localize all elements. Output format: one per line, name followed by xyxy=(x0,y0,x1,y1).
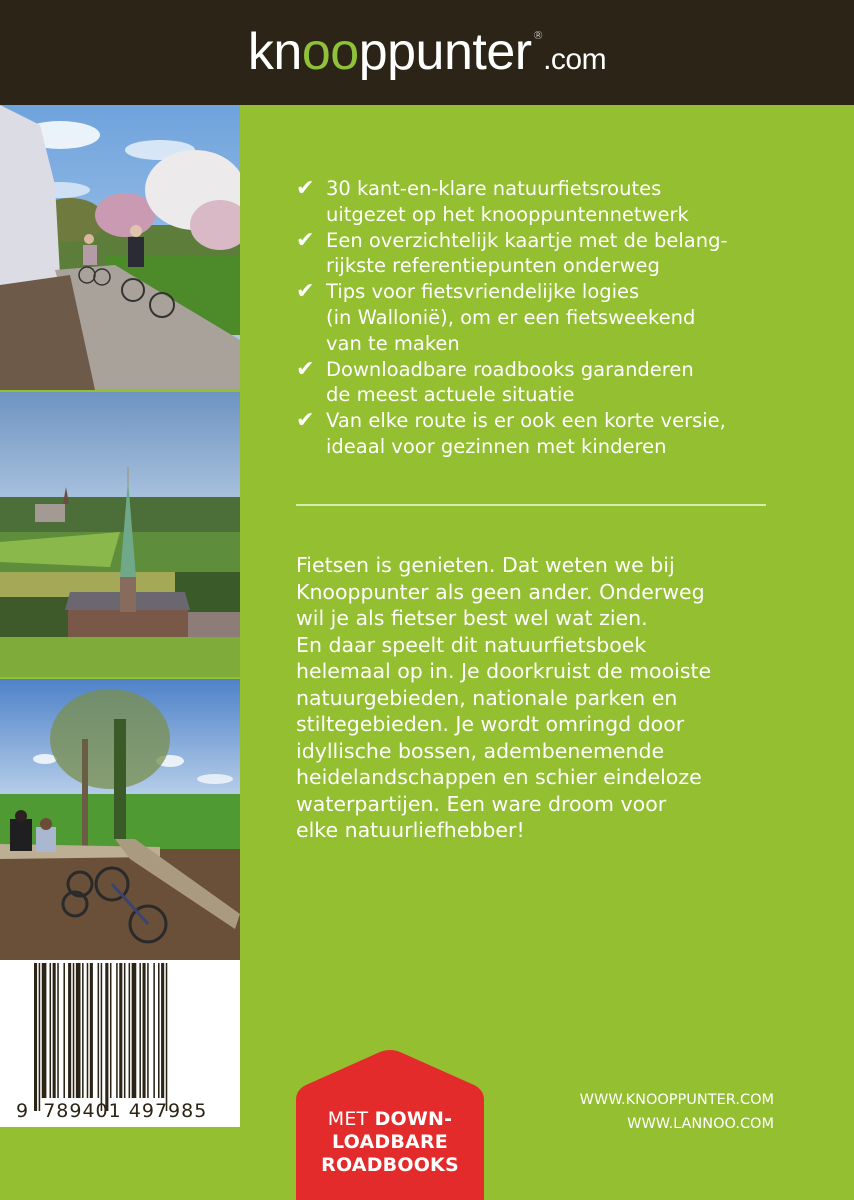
feature-item xyxy=(296,357,776,409)
isbn-prefix: 9 xyxy=(16,1100,30,1122)
logo-text-start: kn xyxy=(247,23,302,81)
barcode-bar xyxy=(129,963,131,1098)
description-line: idyllische bossen, adembenemende xyxy=(296,738,665,763)
downloadable-roadbooks-badge xyxy=(296,1050,484,1200)
badge-line3: ROADBOOKS xyxy=(321,1154,459,1176)
bikes-bench-image xyxy=(0,679,240,960)
barcode-bar xyxy=(132,963,137,1098)
barcode-bar xyxy=(87,963,89,1098)
description-line: elke natuurliefhebber! xyxy=(296,818,525,842)
isbn-barcode xyxy=(0,960,240,1127)
checkmark-icon: ✔ xyxy=(296,356,315,382)
feature-item xyxy=(296,279,776,356)
description-line: Fietsen is genieten. Dat weten we bij xyxy=(296,553,675,577)
barcode-bar xyxy=(139,963,141,1098)
logo-text-end: ppunter xyxy=(358,23,532,81)
description-line: Knooppunter als geen ander. Onderweg xyxy=(296,579,705,604)
feature-line: Een overzichtelijk kaartje met de belang- xyxy=(326,228,728,252)
checkmark-icon: ✔ xyxy=(296,176,315,201)
website-links xyxy=(580,1088,774,1136)
description-line: helemaal op in. Je doorkruist de mooiste xyxy=(296,659,712,683)
badge-line1-bold: DOWN- xyxy=(374,1108,453,1130)
feature-item xyxy=(296,408,776,460)
feature-line: Van elke route is er ook een korte versie, xyxy=(326,409,726,433)
checkmark-icon: ✔ xyxy=(296,408,315,434)
barcode-bar xyxy=(124,963,126,1098)
barcode-bar xyxy=(158,963,160,1098)
barcode-bar xyxy=(161,963,164,1098)
barcode-bar xyxy=(147,963,149,1098)
cyclists-park-image xyxy=(0,105,240,390)
barcode-bar xyxy=(166,963,168,1111)
barcode-bar xyxy=(57,963,59,1098)
feature-list xyxy=(296,176,776,460)
logo-cyclist-oo: oo xyxy=(301,23,359,81)
barcode-bar xyxy=(153,963,155,1098)
barcode-bar xyxy=(42,963,47,1098)
barcode-bar xyxy=(82,963,84,1098)
badge-line2: LOADBARE xyxy=(332,1131,448,1153)
badge-line1-regular: MET xyxy=(327,1108,375,1130)
feature-line: Downloadbare roadbooks garanderen xyxy=(326,357,694,381)
church-countryside-image xyxy=(0,392,240,677)
barcode-bar xyxy=(90,963,93,1098)
barcode-bar xyxy=(50,963,52,1098)
header-bar xyxy=(0,0,854,105)
knooppunter-website-link[interactable]: WWW.KNOOPPUNTER.COM xyxy=(579,1092,774,1108)
feature-line: Tips voor fietsvriendelijke logies xyxy=(326,280,640,304)
description-line: waterpartijen. Een ware droom voor xyxy=(296,791,667,816)
checkmark-icon: ✔ xyxy=(296,279,315,305)
barcode-bar xyxy=(119,963,122,1098)
barcode-bar xyxy=(116,963,118,1098)
description-line: En daar speelt dit natuurfietsboek xyxy=(296,632,647,657)
barcode-bar xyxy=(105,963,108,1111)
barcode-bar xyxy=(39,963,41,1111)
description-line: wil je als fietser best wel wat zien. xyxy=(296,606,648,630)
feature-line: de meest actuele situatie xyxy=(326,383,575,407)
section-divider xyxy=(296,504,766,506)
feature-item xyxy=(296,228,776,280)
description-text xyxy=(296,552,776,844)
isbn-group1: 789401 xyxy=(43,1100,122,1122)
lannoo-website-link[interactable]: WWW.LANNOO.COM xyxy=(627,1116,774,1132)
barcode-bar xyxy=(143,963,146,1098)
barcode-bar xyxy=(68,963,71,1098)
description-line: stiltegebieden. Je wordt omringd door xyxy=(296,712,685,736)
feature-line: van te maken xyxy=(326,331,460,355)
description-line: natuurgebieden, nationale parken en xyxy=(296,685,678,710)
knooppunter-logo[interactable] xyxy=(0,22,854,82)
photo-cyclists-park xyxy=(0,105,240,390)
badge-text xyxy=(296,1108,484,1177)
feature-line: uitgezet op het knooppuntennetwerk xyxy=(326,202,689,226)
isbn-group2: 497985 xyxy=(128,1100,208,1122)
barcode-bar xyxy=(101,963,103,1111)
barcode-bar xyxy=(73,963,75,1098)
feature-item xyxy=(296,176,776,228)
photo-bikes-bench xyxy=(0,679,240,960)
feature-line: 30 kant-en-klare natuurfietsroutes xyxy=(326,177,662,200)
logo-tld: .com xyxy=(543,43,607,76)
barcode-bars xyxy=(34,963,224,1111)
barcode-bar xyxy=(34,963,37,1111)
barcode-bar xyxy=(63,963,65,1098)
feature-line: rijkste referentiepunten onderweg xyxy=(326,254,660,278)
feature-line: (in Wallonië), om er een fietsweekend xyxy=(326,305,696,329)
registered-mark: ® xyxy=(532,29,544,42)
description-line: heidelandschappen en schier eindeloze xyxy=(296,765,702,789)
barcode-bar xyxy=(76,963,81,1098)
barcode-bar xyxy=(53,963,56,1098)
photo-church-countryside xyxy=(0,392,240,677)
barcode-bar xyxy=(98,963,100,1098)
checkmark-icon: ✔ xyxy=(296,227,315,253)
barcode-bar xyxy=(110,963,112,1098)
feature-line: ideaal voor gezinnen met kinderen xyxy=(326,434,667,458)
isbn-number xyxy=(16,1100,207,1122)
